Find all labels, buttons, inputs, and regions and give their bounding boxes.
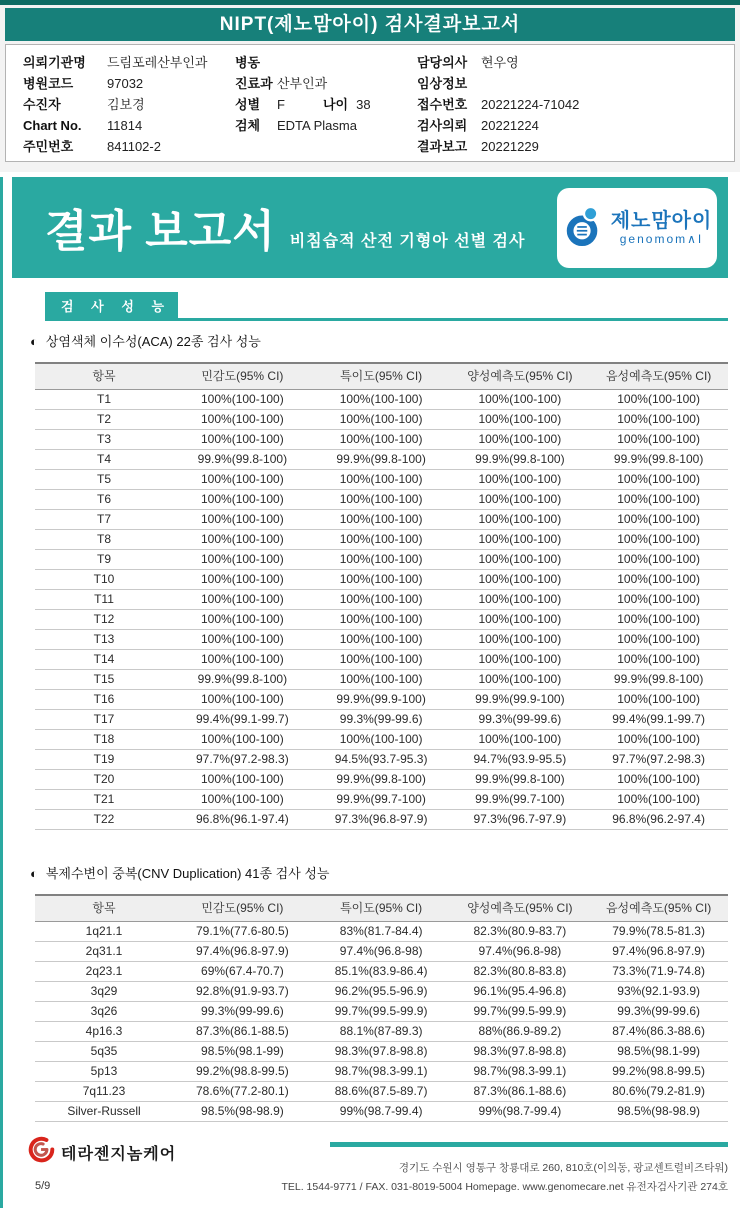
- table-cell: 99.9%(99.8-100): [451, 450, 590, 470]
- table-cell: T18: [35, 730, 173, 750]
- table-cell: 100%(100-100): [451, 730, 590, 750]
- genomom-logo-text-wrap: [611, 210, 713, 246]
- table-cell: 100%(100-100): [451, 530, 590, 550]
- table-cell: T7: [35, 510, 173, 530]
- theragen-g-icon: [28, 1136, 55, 1168]
- info-label: 나이: [323, 97, 349, 112]
- footer-accent-line: [330, 1142, 728, 1147]
- info-row: [23, 138, 235, 155]
- table-cell: T4: [35, 450, 173, 470]
- table-cell: 80.6%(79.2-81.9): [589, 1082, 728, 1102]
- column-header: 특이도(95% CI): [312, 895, 451, 922]
- info-row: [23, 96, 235, 113]
- table-cell: 99.9%(99.9-100): [312, 690, 451, 710]
- report-title: NIPT(제노맘아이) 검사결과보고서: [219, 14, 521, 35]
- table-cell: 99%(98.7-99.4): [451, 1102, 590, 1122]
- info-label: 결과보고: [417, 139, 468, 154]
- table-row: [35, 770, 728, 790]
- table-cell: 1q21.1: [35, 922, 173, 942]
- info-value: 20221229: [481, 139, 539, 154]
- table-cell: 100%(100-100): [589, 410, 728, 430]
- table-cell: 100%(100-100): [589, 790, 728, 810]
- footer-contact: TEL. 1544-9771 / FAX. 031-8019-5004 Homepage. www.genomecare.net 유전자검사기관 274호: [281, 1181, 728, 1193]
- table-cell: 100%(100-100): [312, 410, 451, 430]
- table-row: [35, 982, 728, 1002]
- table-cell: 99.7%(99.5-99.9): [451, 1002, 590, 1022]
- table-cell: 99%(98.7-99.4): [312, 1102, 451, 1122]
- table-cell: 100%(100-100): [312, 510, 451, 530]
- table-cell: 94.7%(93.9-95.5): [451, 750, 590, 770]
- table-cell: 99.9%(99.8-100): [589, 670, 728, 690]
- table-row: [35, 390, 728, 410]
- table-cell: 94.5%(93.7-95.3): [312, 750, 451, 770]
- table-cell: 96.8%(96.1-97.4): [173, 810, 312, 830]
- info-row: [23, 75, 235, 92]
- info-row: [235, 117, 417, 134]
- table-cell: 100%(100-100): [589, 530, 728, 550]
- table-cell: 100%(100-100): [451, 650, 590, 670]
- table-cell: 2q31.1: [35, 942, 173, 962]
- table-cell: 97.7%(97.2-98.3): [589, 750, 728, 770]
- table-cell: 100%(100-100): [173, 410, 312, 430]
- table-cell: 100%(100-100): [173, 430, 312, 450]
- table-cell: 93%(92.1-93.9): [589, 982, 728, 1002]
- table-cell: 97.7%(97.2-98.3): [173, 750, 312, 770]
- table-cell: 100%(100-100): [589, 550, 728, 570]
- table-cell: 100%(100-100): [589, 430, 728, 450]
- table-row: [35, 450, 728, 470]
- table-cell: 98.3%(97.8-98.8): [451, 1042, 590, 1062]
- table-cell: T19: [35, 750, 173, 770]
- table-cell: 100%(100-100): [173, 570, 312, 590]
- result-banner: [12, 177, 728, 278]
- info-label: 병원코드: [23, 76, 74, 91]
- banner-subtitle: 비침습적 산전 기형아 선별 검사: [289, 233, 526, 250]
- info-row: [235, 75, 417, 92]
- table-cell: T2: [35, 410, 173, 430]
- table-cell: 96.1%(95.4-96.8): [451, 982, 590, 1002]
- info-value: 드림포레산부인과: [107, 55, 208, 70]
- table-cell: 100%(100-100): [173, 630, 312, 650]
- table-cell: 100%(100-100): [312, 530, 451, 550]
- table-cell: 2q23.1: [35, 962, 173, 982]
- table-cell: 100%(100-100): [589, 730, 728, 750]
- table-cell: 96.2%(95.5-96.9): [312, 982, 451, 1002]
- table-cell: 100%(100-100): [312, 630, 451, 650]
- table-1-caption: [30, 331, 261, 350]
- info-label: 진료과: [235, 76, 273, 91]
- table-cell: 100%(100-100): [312, 490, 451, 510]
- table-cell: 100%(100-100): [589, 690, 728, 710]
- table-cell: 100%(100-100): [451, 490, 590, 510]
- table-cell: T8: [35, 530, 173, 550]
- genomom-logo-subtext: genomom∧I: [619, 232, 704, 246]
- table-cell: 99.7%(99.5-99.9): [312, 1002, 451, 1022]
- patient-info-box: [5, 44, 735, 162]
- table-cell: 97.4%(96.8-98): [451, 942, 590, 962]
- column-header: 특이도(95% CI): [312, 363, 451, 390]
- column-header: 음성예측도(95% CI): [589, 363, 728, 390]
- info-value: 97032: [107, 76, 144, 91]
- table-cell: 100%(100-100): [173, 510, 312, 530]
- table-cell: 100%(100-100): [312, 550, 451, 570]
- section-header-rule: [45, 292, 728, 321]
- aca-performance-table: [35, 362, 728, 830]
- table-cell: 88.1%(87-89.3): [312, 1022, 451, 1042]
- info-row: [235, 96, 417, 113]
- table-row: [35, 530, 728, 550]
- top-accent-strip: [0, 0, 740, 5]
- table-header-row: [35, 363, 728, 390]
- table-cell: 100%(100-100): [173, 470, 312, 490]
- table-cell: T6: [35, 490, 173, 510]
- info-value: 산부인과: [277, 76, 328, 91]
- table-cell: 99.2%(98.8-99.5): [173, 1062, 312, 1082]
- table-cell: Silver-Russell: [35, 1102, 173, 1122]
- footer-address: 경기도 수원시 영통구 창룡대로 260, 810호(이의동, 광교센트럴비즈타워): [398, 1162, 728, 1174]
- table-row: [35, 962, 728, 982]
- info-value: 841102-2: [107, 139, 161, 154]
- table-cell: 100%(100-100): [173, 530, 312, 550]
- table-cell: 79.1%(77.6-80.5): [173, 922, 312, 942]
- table-cell: 99.3%(99-99.6): [451, 710, 590, 730]
- table-cell: 100%(100-100): [451, 590, 590, 610]
- info-label: 병동: [235, 55, 261, 70]
- table-2-caption: [30, 863, 330, 882]
- info-value: 20221224: [481, 118, 539, 133]
- table-cell: 100%(100-100): [451, 670, 590, 690]
- table-row: [35, 670, 728, 690]
- table-cell: 100%(100-100): [173, 590, 312, 610]
- table-cell: 99.9%(99.8-100): [173, 670, 312, 690]
- info-row: [235, 54, 417, 71]
- table-row: [35, 1042, 728, 1062]
- table-row: [35, 570, 728, 590]
- table-row: [35, 490, 728, 510]
- table-cell: 92.8%(91.9-93.7): [173, 982, 312, 1002]
- genomom-mother-icon: [562, 204, 604, 253]
- table-cell: T15: [35, 670, 173, 690]
- report-title-bar: [5, 8, 735, 41]
- table-cell: 98.3%(97.8-98.8): [312, 1042, 451, 1062]
- table-cell: 100%(100-100): [312, 390, 451, 410]
- table-cell: T10: [35, 570, 173, 590]
- table-cell: 98.5%(98-98.9): [589, 1102, 728, 1122]
- table-cell: 97.3%(96.8-97.9): [312, 810, 451, 830]
- info-label: 임상정보: [417, 76, 468, 91]
- table-cell: 100%(100-100): [451, 410, 590, 430]
- half-circle-bullet-icon: ◐: [30, 334, 38, 349]
- table-cell: T13: [35, 630, 173, 650]
- table-cell: 100%(100-100): [589, 470, 728, 490]
- table-cell: 99.9%(99.8-100): [451, 770, 590, 790]
- table-row: [35, 470, 728, 490]
- table-row: [35, 590, 728, 610]
- info-row: [417, 75, 734, 92]
- info-row: [417, 54, 734, 71]
- table-cell: 99.2%(98.8-99.5): [589, 1062, 728, 1082]
- table-cell: 100%(100-100): [589, 630, 728, 650]
- table-cell: 99.9%(99.8-100): [312, 770, 451, 790]
- table-cell: 99.9%(99.8-100): [312, 450, 451, 470]
- info-label: 성별: [235, 97, 261, 112]
- table-cell: 98.5%(98.1-99): [173, 1042, 312, 1062]
- table-row: [35, 1002, 728, 1022]
- table-cell: 4p16.3: [35, 1022, 173, 1042]
- table-cell: T5: [35, 470, 173, 490]
- info-value: 현우영: [481, 55, 519, 70]
- table-row: [35, 410, 728, 430]
- column-header: 민감도(95% CI): [173, 895, 312, 922]
- table-cell: 99.3%(99-99.6): [589, 1002, 728, 1022]
- table-cell: 100%(100-100): [451, 630, 590, 650]
- info-label: 의뢰기관명: [23, 55, 86, 70]
- footer-company-name: 테라젠지놈케어: [61, 1145, 177, 1163]
- table-cell: 87.3%(86.1-88.6): [451, 1082, 590, 1102]
- table-cell: 99.9%(99.8-100): [589, 450, 728, 470]
- table-cell: 97.3%(96.7-97.9): [451, 810, 590, 830]
- table-cell: 97.4%(96.8-98): [312, 942, 451, 962]
- table-row: [35, 630, 728, 650]
- table-cell: T17: [35, 710, 173, 730]
- table-cell: 98.5%(98-98.9): [173, 1102, 312, 1122]
- patient-info-column-1: [23, 54, 235, 161]
- column-header: 민감도(95% CI): [173, 363, 312, 390]
- info-label: 접수번호: [417, 97, 468, 112]
- table-cell: 100%(100-100): [451, 510, 590, 530]
- table-row: [35, 1102, 728, 1122]
- table-cell: 100%(100-100): [312, 610, 451, 630]
- table-cell: 100%(100-100): [589, 610, 728, 630]
- info-label: 수진자: [23, 97, 61, 112]
- table-cell: 100%(100-100): [173, 770, 312, 790]
- table-row: [35, 730, 728, 750]
- table-row: [35, 550, 728, 570]
- table-cell: 79.9%(78.5-81.3): [589, 922, 728, 942]
- table-cell: T16: [35, 690, 173, 710]
- table-row: [35, 790, 728, 810]
- table-cell: T21: [35, 790, 173, 810]
- table-cell: 99.3%(99-99.6): [312, 710, 451, 730]
- cnv-duplication-performance-table: [35, 894, 728, 1122]
- table-cell: 100%(100-100): [173, 390, 312, 410]
- table-cell: 100%(100-100): [173, 550, 312, 570]
- table-cell: 100%(100-100): [451, 610, 590, 630]
- table-cell: 100%(100-100): [589, 510, 728, 530]
- table-row: [35, 510, 728, 530]
- info-label: 주민번호: [23, 139, 74, 154]
- table-cell: 100%(100-100): [312, 590, 451, 610]
- table-cell: 69%(67.4-70.7): [173, 962, 312, 982]
- table-row: [35, 1082, 728, 1102]
- table-cell: 88%(86.9-89.2): [451, 1022, 590, 1042]
- table-cell: 100%(100-100): [589, 770, 728, 790]
- info-value: EDTA Plasma: [277, 118, 357, 133]
- info-label: 검사의뢰: [417, 118, 468, 133]
- info-row: [417, 96, 734, 113]
- table-cell: T12: [35, 610, 173, 630]
- table-cell: 100%(100-100): [589, 390, 728, 410]
- table-cell: T3: [35, 430, 173, 450]
- table-row: [35, 1022, 728, 1042]
- table-cell: 100%(100-100): [173, 490, 312, 510]
- table-cell: T9: [35, 550, 173, 570]
- table-cell: 100%(100-100): [312, 430, 451, 450]
- table-cell: 100%(100-100): [589, 570, 728, 590]
- table-cell: 100%(100-100): [589, 590, 728, 610]
- table-cell: T14: [35, 650, 173, 670]
- table-cell: 5q35: [35, 1042, 173, 1062]
- table-cell: 100%(100-100): [312, 650, 451, 670]
- table-cell: 100%(100-100): [173, 730, 312, 750]
- table-cell: 97.4%(96.8-97.9): [173, 942, 312, 962]
- column-header: 항목: [35, 895, 173, 922]
- table-cell: 73.3%(71.9-74.8): [589, 962, 728, 982]
- table-cell: 99.4%(99.1-99.7): [173, 710, 312, 730]
- section-header: 검 사 성 능: [45, 292, 178, 318]
- table-cell: 100%(100-100): [451, 570, 590, 590]
- table-row: [35, 650, 728, 670]
- column-header: 양성예측도(95% CI): [451, 363, 590, 390]
- table-cell: 99.9%(99.7-100): [451, 790, 590, 810]
- table-cell: T1: [35, 390, 173, 410]
- column-header: 음성예측도(95% CI): [589, 895, 728, 922]
- table-cell: 78.6%(77.2-80.1): [173, 1082, 312, 1102]
- table-cell: 96.8%(96.2-97.4): [589, 810, 728, 830]
- page-left-border: [0, 177, 3, 1208]
- table-cell: 3q29: [35, 982, 173, 1002]
- banner-title: 결과 보고서: [45, 207, 276, 256]
- genomom-logo: [557, 188, 717, 268]
- column-header: 양성예측도(95% CI): [451, 895, 590, 922]
- info-row: [23, 54, 235, 71]
- table-cell: 100%(100-100): [451, 430, 590, 450]
- table-cell: 87.3%(86.1-88.5): [173, 1022, 312, 1042]
- table-row: [35, 430, 728, 450]
- table-row: [35, 610, 728, 630]
- patient-info-column-3: [417, 54, 734, 161]
- table-cell: 100%(100-100): [451, 550, 590, 570]
- table-cell: 99.9%(99.8-100): [173, 450, 312, 470]
- table-cell: 3q26: [35, 1002, 173, 1022]
- table-cell: T11: [35, 590, 173, 610]
- table-cell: 100%(100-100): [589, 490, 728, 510]
- table-row: [35, 710, 728, 730]
- table-cell: 100%(100-100): [312, 470, 451, 490]
- info-row: [417, 138, 734, 155]
- info-value: 38: [356, 97, 371, 112]
- info-value: 김보경: [107, 97, 145, 112]
- table-cell: 100%(100-100): [589, 650, 728, 670]
- table-cell: 100%(100-100): [312, 730, 451, 750]
- table-row: [35, 750, 728, 770]
- table-cell: 99.9%(99.9-100): [451, 690, 590, 710]
- info-row: [417, 117, 734, 134]
- info-value: 20221224-71042: [481, 97, 580, 112]
- info-label: 검체: [235, 118, 261, 133]
- info-value: F: [277, 97, 285, 112]
- table-cell: 88.6%(87.5-89.7): [312, 1082, 451, 1102]
- table-cell: 100%(100-100): [173, 610, 312, 630]
- table-cell: 97.4%(96.8-97.9): [589, 942, 728, 962]
- table-cell: 100%(100-100): [173, 790, 312, 810]
- table-cell: 85.1%(83.9-86.4): [312, 962, 451, 982]
- table-row: [35, 810, 728, 830]
- genomom-logo-text: 제노맘아이: [610, 210, 713, 232]
- table-header-row: [35, 895, 728, 922]
- table-cell: 7q11.23: [35, 1082, 173, 1102]
- table-cell: T20: [35, 770, 173, 790]
- column-header: 항목: [35, 363, 173, 390]
- table-row: [35, 942, 728, 962]
- table-cell: 87.4%(86.3-88.6): [589, 1022, 728, 1042]
- table-cell: 82.3%(80.9-83.7): [451, 922, 590, 942]
- table-row: [35, 690, 728, 710]
- table-1-caption-text: 상염색체 이수성(ACA) 22종 검사 성능: [45, 334, 261, 349]
- table-cell: 98.7%(98.3-99.1): [451, 1062, 590, 1082]
- table-cell: 82.3%(80.8-83.8): [451, 962, 590, 982]
- table-cell: 99.9%(99.7-100): [312, 790, 451, 810]
- table-cell: 5p13: [35, 1062, 173, 1082]
- info-row: [23, 117, 235, 134]
- table-cell: 98.5%(98.1-99): [589, 1042, 728, 1062]
- table-cell: 100%(100-100): [312, 670, 451, 690]
- table-cell: 99.3%(99-99.6): [173, 1002, 312, 1022]
- table-cell: 100%(100-100): [451, 390, 590, 410]
- table-cell: 100%(100-100): [173, 690, 312, 710]
- page-number: 5/9: [35, 1180, 51, 1192]
- info-value: 11814: [107, 118, 143, 133]
- table-cell: 99.4%(99.1-99.7): [589, 710, 728, 730]
- info-label: 담당의사: [417, 55, 468, 70]
- half-circle-bullet-icon: ◐: [30, 866, 38, 881]
- patient-info-column-2: [235, 54, 417, 161]
- info-label: Chart No.: [23, 118, 82, 133]
- table-2-caption-text: 복제수변이 중복(CNV Duplication) 41종 검사 성능: [45, 866, 330, 881]
- table-cell: 100%(100-100): [312, 570, 451, 590]
- table-cell: 83%(81.7-84.4): [312, 922, 451, 942]
- table-cell: 100%(100-100): [173, 650, 312, 670]
- table-row: [35, 922, 728, 942]
- table-cell: 98.7%(98.3-99.1): [312, 1062, 451, 1082]
- table-row: [35, 1062, 728, 1082]
- table-cell: T22: [35, 810, 173, 830]
- table-cell: 100%(100-100): [451, 470, 590, 490]
